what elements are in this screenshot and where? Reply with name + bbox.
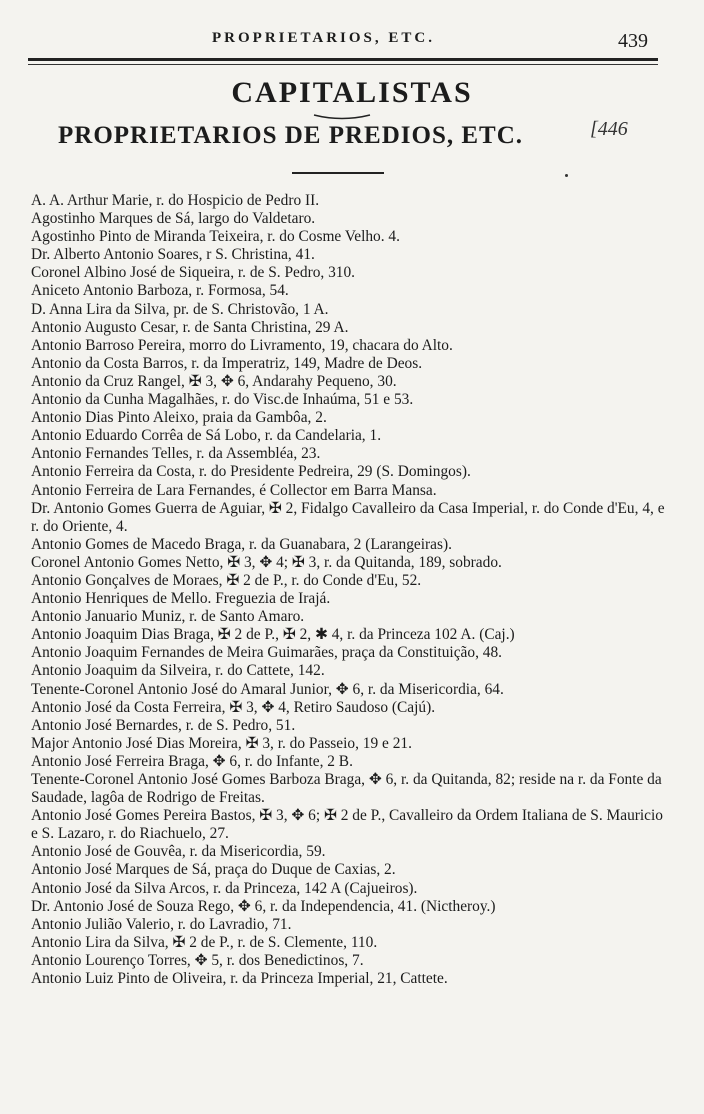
list-item: Tenente-Coronel Antonio José do Amaral Junior, ✥ 6, r. da Misericordia, 64. [31, 680, 504, 698]
list-item: Antonio Julião Valerio, r. do Lavradio, 71. [31, 915, 292, 933]
running-title: PROPRIETARIOS, ETC. [212, 30, 435, 46]
list-item: Antonio Lourenço Torres, ✥ 5, r. dos Benedictinos, 7. [31, 951, 364, 969]
list-item: Antonio Fernandes Telles, r. da Assembléa, 23. [31, 445, 321, 463]
list-item: Aniceto Antonio Barboza, r. Formosa, 54. [31, 282, 289, 300]
list-item: Antonio Januario Muniz, r. de Santo Amaro. [31, 608, 305, 626]
list-item: Antonio José Gomes Pereira Bastos, ✠ 3, ✥ 6; ✠ 2 de P., Cavalleiro da Ordem Italiana de S. Mauricio e S. Lazaro, r. do Riachuelo, 27. [31, 807, 667, 843]
list-item: Antonio Lira da Silva, ✠ 2 de P., r. de S. Clemente, 110. [31, 933, 378, 951]
page-title: CAPITALISTAS [231, 76, 473, 109]
handwritten-note: [446 [590, 118, 628, 140]
list-item: Antonio José Marques de Sá, praça do Duque de Caxias, 2. [31, 861, 396, 879]
list-item: Antonio Joaquim Fernandes de Meira Guimarães, praça da Constituição, 48. [31, 644, 502, 662]
list-item: Antonio Gomes de Macedo Braga, r. da Guanabara, 2 (Larangeiras). [31, 535, 452, 553]
ink-dot [565, 174, 568, 177]
list-item: Antonio da Costa Barros, r. da Imperatriz, 149, Madre de Deos. [31, 354, 423, 372]
list-item: Antonio José Bernardes, r. de S. Pedro, 51. [31, 716, 296, 734]
list-item: Antonio da Cruz Rangel, ✠ 3, ✥ 6, Andarahy Pequeno, 30. [31, 372, 397, 390]
header-rule-thin [28, 64, 658, 65]
list-item: Coronel Albino José de Siqueira, r. de S. Pedro, 310. [31, 264, 356, 282]
page-subtitle: PROPRIETARIOS DE PREDIOS, ETC. [58, 122, 524, 149]
title-ornament [312, 112, 372, 122]
header-rule-thick [28, 58, 658, 61]
entry-list [31, 192, 671, 988]
list-item: Antonio José Ferreira Braga, ✥ 6, r. do Infante, 2 B. [31, 752, 353, 770]
list-item: Antonio Joaquim da Silveira, r. do Cattete, 142. [31, 662, 325, 680]
list-item: Antonio Ferreira da Costa, r. do Presidente Pedreira, 29 (S. Domingos). [31, 463, 471, 481]
list-item: A. A. Arthur Marie, r. do Hospicio de Pedro II. [31, 192, 320, 209]
page-number: 439 [618, 30, 648, 52]
list-item: Tenente-Coronel Antonio José Gomes Barboza Braga, ✥ 6, r. da Quitanda, 82; reside na r. da Fonte da Saudade, lagôa de Rodrigo de Freitas. [31, 771, 666, 807]
list-item: Agostinho Marques de Sá, largo do Valdetaro. [31, 210, 316, 228]
running-head [0, 28, 704, 52]
list-item: Antonio da Cunha Magalhães, r. do Visc.de Inhaúma, 51 e 53. [31, 391, 414, 409]
list-item: Antonio Henriques de Mello. Freguezia de Irajá. [31, 590, 331, 608]
list-item: Antonio Augusto Cesar, r. de Santa Christina, 29 A. [31, 318, 349, 336]
list-item: Antonio Dias Pinto Aleixo, praia da Gambôa, 2. [31, 409, 327, 427]
list-item: D. Anna Lira da Silva, pr. de S. Christovão, 1 A. [31, 300, 329, 318]
list-item: Antonio Luiz Pinto de Oliveira, r. da Princeza Imperial, 21, Cattete. [31, 970, 448, 988]
list-item: Antonio José da Silva Arcos, r. da Princeza, 142 A (Cajueiros). [31, 879, 418, 897]
list-item: Antonio Joaquim Dias Braga, ✠ 2 de P., ✠ 2, ✱ 4, r. da Princeza 102 A. (Caj.) [31, 626, 515, 644]
list-item: Dr. Alberto Antonio Soares, r S. Christina, 41. [31, 246, 315, 264]
list-item: Antonio José de Gouvêa, r. da Misericordia, 59. [31, 843, 326, 861]
section-rule [292, 172, 384, 174]
list-item: Dr. Antonio José de Souza Rego, ✥ 6, r. da Independencia, 41. (Nictheroy.) [31, 897, 496, 915]
list-item: Agostinho Pinto de Miranda Teixeira, r. do Cosme Velho. 4. [31, 228, 400, 246]
list-item: Antonio Barroso Pereira, morro do Livramento, 19, chacara do Alto. [31, 336, 453, 354]
list-item: Antonio Eduardo Corrêa de Sá Lobo, r. da Candelaria, 1. [31, 427, 382, 445]
list-item: Antonio José da Costa Ferreira, ✠ 3, ✥ 4, Retiro Saudoso (Cajú). [31, 698, 436, 716]
list-item: Dr. Antonio Gomes Guerra de Aguiar, ✠ 2, Fidalgo Cavalleiro da Casa Imperial, r. do Conde d'Eu, 4, e r. do Oriente, 4. [31, 499, 669, 535]
list-item: Coronel Antonio Gomes Netto, ✠ 3, ✥ 4; ✠ 3, r. da Quitanda, 189, sobrado. [31, 553, 502, 571]
list-item: Antonio Gonçalves de Moraes, ✠ 2 de P., r. do Conde d'Eu, 52. [31, 571, 422, 589]
list-item: Antonio Ferreira de Lara Fernandes, é Collector em Barra Mansa. [31, 481, 437, 499]
list-item: Major Antonio José Dias Moreira, ✠ 3, r. do Passeio, 19 e 21. [31, 734, 412, 752]
